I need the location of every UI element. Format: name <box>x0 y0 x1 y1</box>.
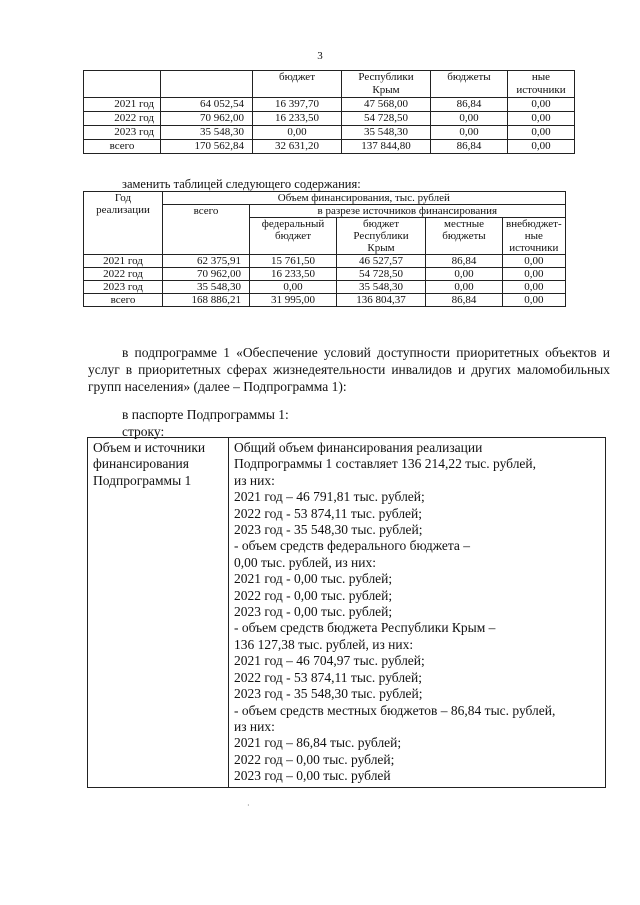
table-cell: всего <box>84 140 161 154</box>
table-top <box>83 70 575 154</box>
table-cell: 0,00 <box>503 268 566 281</box>
table-cell: бюджет <box>253 71 342 98</box>
passport-line-item: 2023 год - 35 548,30 тыс. рублей; <box>234 686 423 702</box>
table-cell: 0,00 <box>508 112 575 126</box>
table-cell: 2021 год <box>84 98 161 112</box>
table-cell: 0,00 <box>508 98 575 112</box>
table-cell: 70 962,00 <box>161 112 253 126</box>
table-row <box>84 192 566 205</box>
table-cell: ные источники <box>508 71 575 98</box>
table-cell: 0,00 <box>431 112 508 126</box>
table-cell <box>84 71 161 98</box>
table-cell: 86,84 <box>426 255 503 268</box>
passport-line-item: 2021 год - 0,00 тыс. рублей; <box>234 571 393 587</box>
table-row <box>84 140 575 154</box>
passport-line-item: 136 127,38 тыс. рублей, из них: <box>234 636 414 652</box>
table-row <box>84 98 575 112</box>
passport-line-item: 2022 год - 0,00 тыс. рублей; <box>234 587 393 603</box>
table-cell: 0,00 <box>426 281 503 294</box>
table-row <box>84 112 575 126</box>
table-cell: 86,84 <box>431 140 508 154</box>
table-header-year: Год реализации <box>84 192 163 255</box>
passport-line-item: 2023 год – 0,00 тыс. рублей <box>234 768 391 784</box>
table-header-local: местные бюджеты <box>426 218 503 255</box>
passport-line-item: 2021 год – 86,84 тыс. рублей; <box>234 735 402 751</box>
table-cell <box>161 71 253 98</box>
table-new <box>83 191 566 307</box>
paragraph-text: в подпрограмме 1 «Обеспечение условий доступности приоритетных объектов и услуг в приоритетных сферах жизнедеятельности инвалидов и других маломобильных групп населения» (далее – Подпрограмма 1): <box>88 345 610 394</box>
passport-line-item: 2023 год - 35 548,30 тыс. рублей; <box>234 522 423 538</box>
table-cell: 2022 год <box>84 268 163 281</box>
table-cell: 35 548,30 <box>161 126 253 140</box>
table-row <box>84 281 566 294</box>
table-cell: 2022 год <box>84 112 161 126</box>
passport-line-item: 2021 год – 46 791,81 тыс. рублей; <box>234 489 425 505</box>
passport-line-item: - объем средств местных бюджетов – 86,84 тыс. рублей, <box>234 702 556 718</box>
table-header-federal: федеральный бюджет <box>250 218 337 255</box>
table-cell: 35 548,30 <box>342 126 431 140</box>
table-row <box>84 268 566 281</box>
page-number: 3 <box>317 50 323 62</box>
table-cell: 170 562,84 <box>161 140 253 154</box>
passport-line-item: из них: <box>234 718 275 734</box>
table-cell: Республики Крым <box>342 71 431 98</box>
table-cell: 0,00 <box>508 126 575 140</box>
table-cell: 86,84 <box>431 98 508 112</box>
table-cell: 0,00 <box>508 140 575 154</box>
table-cell: 0,00 <box>503 281 566 294</box>
passport-line-item: 2022 год - 53 874,11 тыс. рублей; <box>234 505 423 521</box>
table-cell: 15 761,50 <box>250 255 337 268</box>
table-cell: всего <box>84 294 163 307</box>
table-cell: 0,00 <box>426 268 503 281</box>
row-line: строку: <box>122 424 165 439</box>
subprogram-paragraph <box>88 344 610 395</box>
table-row <box>84 126 575 140</box>
table-cell: 168 886,21 <box>163 294 250 307</box>
table-cell: 2021 год <box>84 255 163 268</box>
passport-right-cell <box>229 438 606 788</box>
table-header-extra: внебюджет-ные источники <box>503 218 566 255</box>
passport-line-item: Подпрограммы 1 составляет 136 214,22 тыс. рублей, <box>234 456 537 472</box>
table-header-sources: в разрезе источников финансирования <box>250 205 566 218</box>
table-cell: 31 995,00 <box>250 294 337 307</box>
passport-left-cell: Объем и источники финансирования Подпрограммы 1 <box>88 438 229 788</box>
passport-line-item: - объем средств бюджета Республики Крым – <box>234 620 496 636</box>
passport-line-item: 0,00 тыс. рублей, из них: <box>234 554 376 570</box>
table-cell: 2023 год <box>84 126 161 140</box>
table-cell: 86,84 <box>426 294 503 307</box>
passport-line-item: 2022 год – 0,00 тыс. рублей; <box>234 751 395 767</box>
table-cell: 136 804,37 <box>337 294 426 307</box>
table-cell: 16 233,50 <box>250 268 337 281</box>
passport-line-item: 2021 год – 46 704,97 тыс. рублей; <box>234 653 425 669</box>
passport-line-item: Общий объем финансирования реализации <box>234 440 483 455</box>
table-cell: 16 397,70 <box>253 98 342 112</box>
passport-line: в паспорте Подпрограммы 1: <box>122 407 289 422</box>
table-header-volume: Объем финансирования, тыс. рублей <box>163 192 566 205</box>
table-cell: 2023 год <box>84 281 163 294</box>
passport-line-item: из них: <box>234 472 275 488</box>
table-cell: 62 375,91 <box>163 255 250 268</box>
table-cell: 137 844,80 <box>342 140 431 154</box>
table-cell: 46 527,57 <box>337 255 426 268</box>
table-row <box>84 294 566 307</box>
table-cell: 0,00 <box>250 281 337 294</box>
table-cell: 35 548,30 <box>163 281 250 294</box>
replace-instruction: заменить таблицей следующего содержания: <box>122 177 361 191</box>
passport-line-item: - объем средств федерального бюджета – <box>234 538 471 554</box>
table-cell: 54 728,50 <box>342 112 431 126</box>
table-cell: 35 548,30 <box>337 281 426 294</box>
scan-mark: · <box>247 801 250 810</box>
passport-table <box>87 437 606 788</box>
table-cell: 54 728,50 <box>337 268 426 281</box>
table-cell: 64 052,54 <box>161 98 253 112</box>
table-cell: бюджеты <box>431 71 508 98</box>
table-cell: 0,00 <box>503 255 566 268</box>
table-row <box>84 255 566 268</box>
passport-line-item: 2023 год - 0,00 тыс. рублей; <box>234 604 393 620</box>
table-header-crimea: бюджет Республики Крым <box>337 218 426 255</box>
table-cell: 16 233,50 <box>253 112 342 126</box>
table-row <box>88 438 606 788</box>
table-cell: 0,00 <box>431 126 508 140</box>
table-cell: 47 568,00 <box>342 98 431 112</box>
table-cell: 0,00 <box>253 126 342 140</box>
passport-line-item: 2022 год - 53 874,11 тыс. рублей; <box>234 669 423 685</box>
table-cell: 0,00 <box>503 294 566 307</box>
table-header-total: всего <box>163 205 250 255</box>
table-cell: 70 962,00 <box>163 268 250 281</box>
table-cell: 32 631,20 <box>253 140 342 154</box>
table-row <box>84 71 575 98</box>
